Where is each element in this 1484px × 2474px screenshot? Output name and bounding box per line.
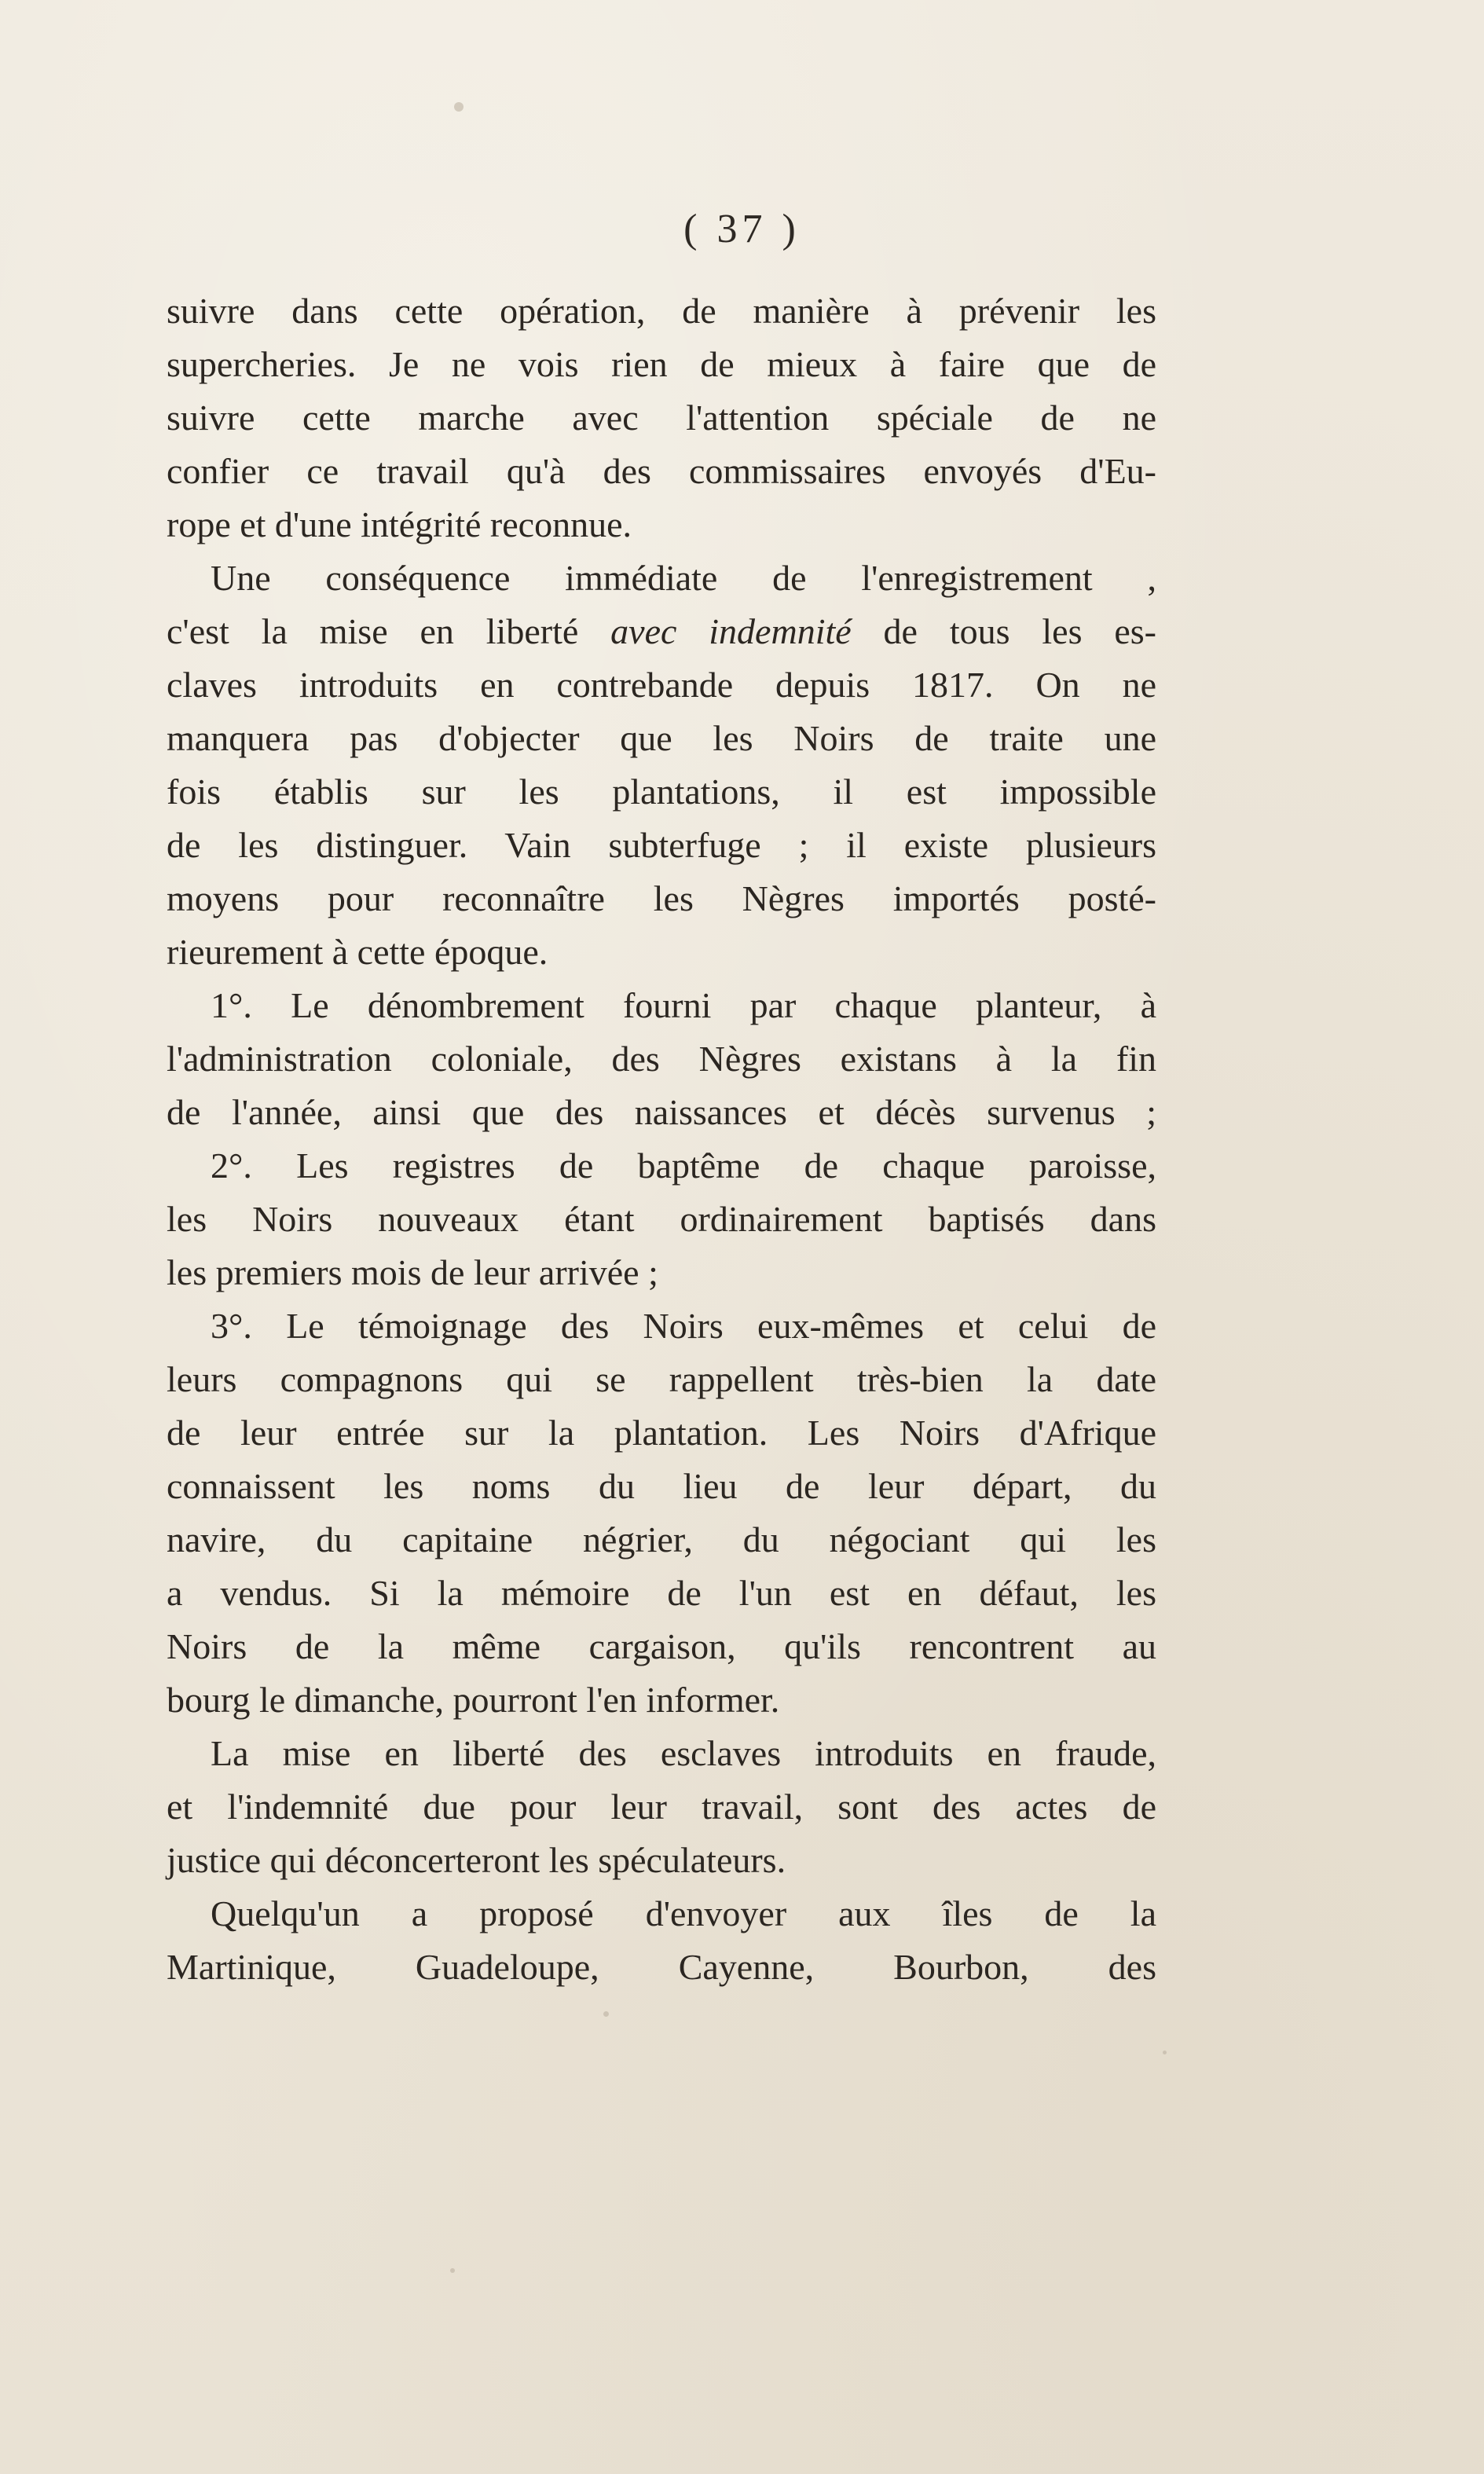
text-line: Noirs de la même cargaison, qu'ils rencontrent au <box>167 1626 1156 1666</box>
paper-speck <box>450 2268 455 2273</box>
text-line <box>167 605 1156 658</box>
paper-speck <box>1163 2051 1167 2054</box>
text-line: de les distinguer. Vain subterfuge ; il existe plusieurs <box>167 825 1156 865</box>
text-segment: de tous les es- <box>851 611 1157 651</box>
text-line: rieurement à cette époque. <box>167 932 548 972</box>
text-line: supercheries. Je ne vois rien de mieux à faire que de <box>167 344 1156 384</box>
text-line: les premiers mois de leur arrivée ; <box>167 1252 658 1292</box>
text-segment: c'est la mise en liberté <box>167 611 611 651</box>
italic-phrase: avec indemnité <box>610 611 852 651</box>
text-line: leurs compagnons qui se rappellent très-bien la date <box>167 1359 1156 1399</box>
text-line: l'administration coloniale, des Nègres existans à la fin <box>167 1039 1156 1079</box>
text-line: suivre dans cette opération, de manière à prévenir les <box>167 291 1156 331</box>
text-line: et l'indemnité due pour leur travail, sont des actes de <box>167 1787 1156 1827</box>
text-line: navire, du capitaine négrier, du négociant qui les <box>167 1519 1156 1560</box>
text-line: rope et d'une intégrité reconnue. <box>167 504 632 544</box>
text-line: La mise en liberté des esclaves introduits en fraude, <box>211 1733 1156 1773</box>
text-line: les Noirs nouveaux étant ordinairement baptisés dans <box>167 1199 1156 1239</box>
text-line: Une conséquence immédiate de l'enregistrement , <box>211 558 1156 598</box>
text-line: Quelqu'un a proposé d'envoyer aux îles de la <box>211 1893 1156 1933</box>
page-number: ( 37 ) <box>683 207 801 251</box>
text-line: suivre cette marche avec l'attention spéciale de ne <box>167 398 1156 438</box>
text-line: moyens pour reconnaître les Nègres importés posté- <box>167 878 1156 918</box>
text-line: connaissent les noms du lieu de leur départ, du <box>167 1466 1156 1506</box>
text-line: manquera pas d'objecter que les Noirs de traite une <box>167 718 1156 758</box>
text-line: justice qui déconcerteront les spéculateurs. <box>167 1840 786 1880</box>
text-line: 1°. Le dénombrement fourni par chaque planteur, à <box>211 985 1156 1025</box>
text-line: fois établis sur les plantations, il est impossible <box>167 772 1156 812</box>
text-line: a vendus. Si la mémoire de l'un est en défaut, les <box>167 1573 1156 1613</box>
text-line: de l'année, ainsi que des naissances et décès survenus ; <box>167 1092 1156 1132</box>
text-line: de leur entrée sur la plantation. Les Noirs d'Afrique <box>167 1413 1156 1453</box>
paper-speck <box>603 2011 609 2017</box>
text-line: 2°. Les registres de baptême de chaque paroisse, <box>211 1145 1156 1186</box>
body-text <box>167 284 1156 1994</box>
text-line: bourg le dimanche, pourront l'en informer. <box>167 1680 780 1720</box>
text-line: confier ce travail qu'à des commissaires envoyés d'Eu- <box>167 451 1156 491</box>
text-line: Martinique, Guadeloupe, Cayenne, Bourbon, des <box>167 1947 1156 1987</box>
text-line: claves introduits en contrebande depuis 1817. On ne <box>167 665 1156 705</box>
text-line: 3°. Le témoignage des Noirs eux-mêmes et celui de <box>211 1306 1156 1346</box>
paper-speck <box>454 102 464 112</box>
